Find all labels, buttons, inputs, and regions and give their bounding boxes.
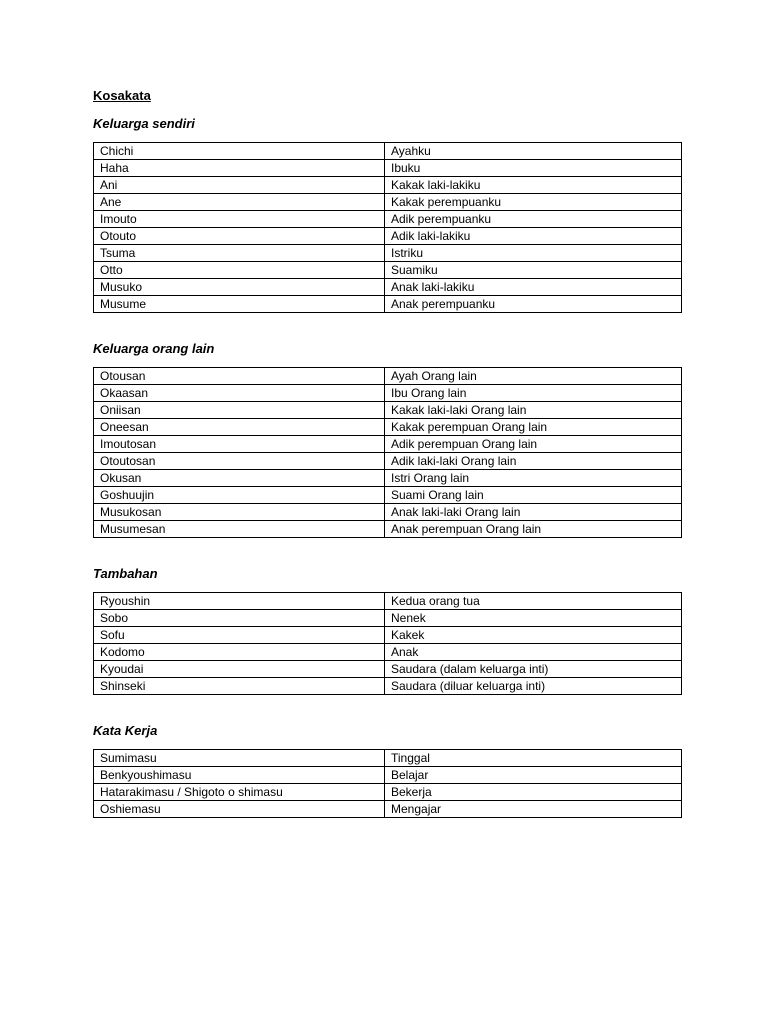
indonesian-meaning-cell: Anak laki-laki Orang lain [385, 504, 682, 521]
page-title: Kosakata [93, 88, 151, 103]
table-row [94, 627, 682, 644]
section-kata-kerja [93, 722, 675, 818]
table-row [94, 245, 682, 262]
indonesian-meaning-cell: Kedua orang tua [385, 593, 682, 610]
japanese-term-cell: Goshuujin [94, 487, 385, 504]
japanese-term-cell: Kyoudai [94, 661, 385, 678]
indonesian-meaning-cell: Adik perempuan Orang lain [385, 436, 682, 453]
table-row [94, 678, 682, 695]
japanese-term-cell: Sumimasu [94, 750, 385, 767]
indonesian-meaning-cell: Mengajar [385, 801, 682, 818]
japanese-term-cell: Haha [94, 160, 385, 177]
table-row [94, 661, 682, 678]
table-row [94, 521, 682, 538]
japanese-term-cell: Oshiemasu [94, 801, 385, 818]
table-row [94, 211, 682, 228]
japanese-term-cell: Oniisan [94, 402, 385, 419]
table-row [94, 262, 682, 279]
table-row [94, 470, 682, 487]
table-row [94, 160, 682, 177]
table-row [94, 801, 682, 818]
japanese-term-cell: Musumesan [94, 521, 385, 538]
japanese-term-cell: Ane [94, 194, 385, 211]
indonesian-meaning-cell: Adik laki-laki Orang lain [385, 453, 682, 470]
table-row [94, 593, 682, 610]
indonesian-meaning-cell: Kakak perempuanku [385, 194, 682, 211]
japanese-term-cell: Musukosan [94, 504, 385, 521]
vocabulary-table [93, 592, 682, 695]
section-keluarga-orang-lain [93, 340, 675, 538]
indonesian-meaning-cell: Kakak perempuan Orang lain [385, 419, 682, 436]
indonesian-meaning-cell: Nenek [385, 610, 682, 627]
japanese-term-cell: Otousan [94, 368, 385, 385]
japanese-term-cell: Sofu [94, 627, 385, 644]
japanese-term-cell: Musume [94, 296, 385, 313]
indonesian-meaning-cell: Tinggal [385, 750, 682, 767]
indonesian-meaning-cell: Anak perempuan Orang lain [385, 521, 682, 538]
table-row [94, 610, 682, 627]
table-row [94, 784, 682, 801]
japanese-term-cell: Ryoushin [94, 593, 385, 610]
vocabulary-table [93, 367, 682, 538]
indonesian-meaning-cell: Kakek [385, 627, 682, 644]
table-row [94, 487, 682, 504]
section-keluarga-sendiri [93, 115, 675, 313]
vocabulary-table [93, 142, 682, 313]
indonesian-meaning-cell: Istriku [385, 245, 682, 262]
table-row [94, 750, 682, 767]
indonesian-meaning-cell: Bekerja [385, 784, 682, 801]
table-row [94, 436, 682, 453]
table-row [94, 296, 682, 313]
table-row [94, 279, 682, 296]
japanese-term-cell: Hatarakimasu / Shigoto o shimasu [94, 784, 385, 801]
table-row [94, 368, 682, 385]
japanese-term-cell: Ani [94, 177, 385, 194]
table-row [94, 767, 682, 784]
section-heading: Keluarga orang lain [93, 341, 215, 356]
japanese-term-cell: Imoutosan [94, 436, 385, 453]
indonesian-meaning-cell: Anak perempuanku [385, 296, 682, 313]
japanese-term-cell: Otto [94, 262, 385, 279]
table-row [94, 504, 682, 521]
indonesian-meaning-cell: Suamiku [385, 262, 682, 279]
indonesian-meaning-cell: Saudara (dalam keluarga inti) [385, 661, 682, 678]
japanese-term-cell: Otoutosan [94, 453, 385, 470]
indonesian-meaning-cell: Saudara (diluar keluarga inti) [385, 678, 682, 695]
indonesian-meaning-cell: Istri Orang lain [385, 470, 682, 487]
indonesian-meaning-cell: Kakak laki-laki Orang lain [385, 402, 682, 419]
indonesian-meaning-cell: Kakak laki-lakiku [385, 177, 682, 194]
japanese-term-cell: Okusan [94, 470, 385, 487]
indonesian-meaning-cell: Belajar [385, 767, 682, 784]
table-row [94, 453, 682, 470]
section-tambahan [93, 565, 675, 695]
japanese-term-cell: Imouto [94, 211, 385, 228]
section-heading: Tambahan [93, 566, 158, 581]
table-row [94, 143, 682, 160]
indonesian-meaning-cell: Ibuku [385, 160, 682, 177]
indonesian-meaning-cell: Ayah Orang lain [385, 368, 682, 385]
table-row [94, 228, 682, 245]
table-row [94, 385, 682, 402]
section-heading: Keluarga sendiri [93, 116, 195, 131]
indonesian-meaning-cell: Adik laki-lakiku [385, 228, 682, 245]
table-row [94, 419, 682, 436]
indonesian-meaning-cell: Ayahku [385, 143, 682, 160]
table-row [94, 177, 682, 194]
indonesian-meaning-cell: Anak [385, 644, 682, 661]
table-row [94, 194, 682, 211]
japanese-term-cell: Benkyoushimasu [94, 767, 385, 784]
japanese-term-cell: Chichi [94, 143, 385, 160]
japanese-term-cell: Oneesan [94, 419, 385, 436]
japanese-term-cell: Shinseki [94, 678, 385, 695]
japanese-term-cell: Musuko [94, 279, 385, 296]
table-row [94, 402, 682, 419]
indonesian-meaning-cell: Suami Orang lain [385, 487, 682, 504]
indonesian-meaning-cell: Anak laki-lakiku [385, 279, 682, 296]
vocabulary-table [93, 749, 682, 818]
japanese-term-cell: Sobo [94, 610, 385, 627]
japanese-term-cell: Otouto [94, 228, 385, 245]
japanese-term-cell: Tsuma [94, 245, 385, 262]
japanese-term-cell: Kodomo [94, 644, 385, 661]
section-heading: Kata Kerja [93, 723, 158, 738]
indonesian-meaning-cell: Adik perempuanku [385, 211, 682, 228]
table-row [94, 644, 682, 661]
indonesian-meaning-cell: Ibu Orang lain [385, 385, 682, 402]
japanese-term-cell: Okaasan [94, 385, 385, 402]
